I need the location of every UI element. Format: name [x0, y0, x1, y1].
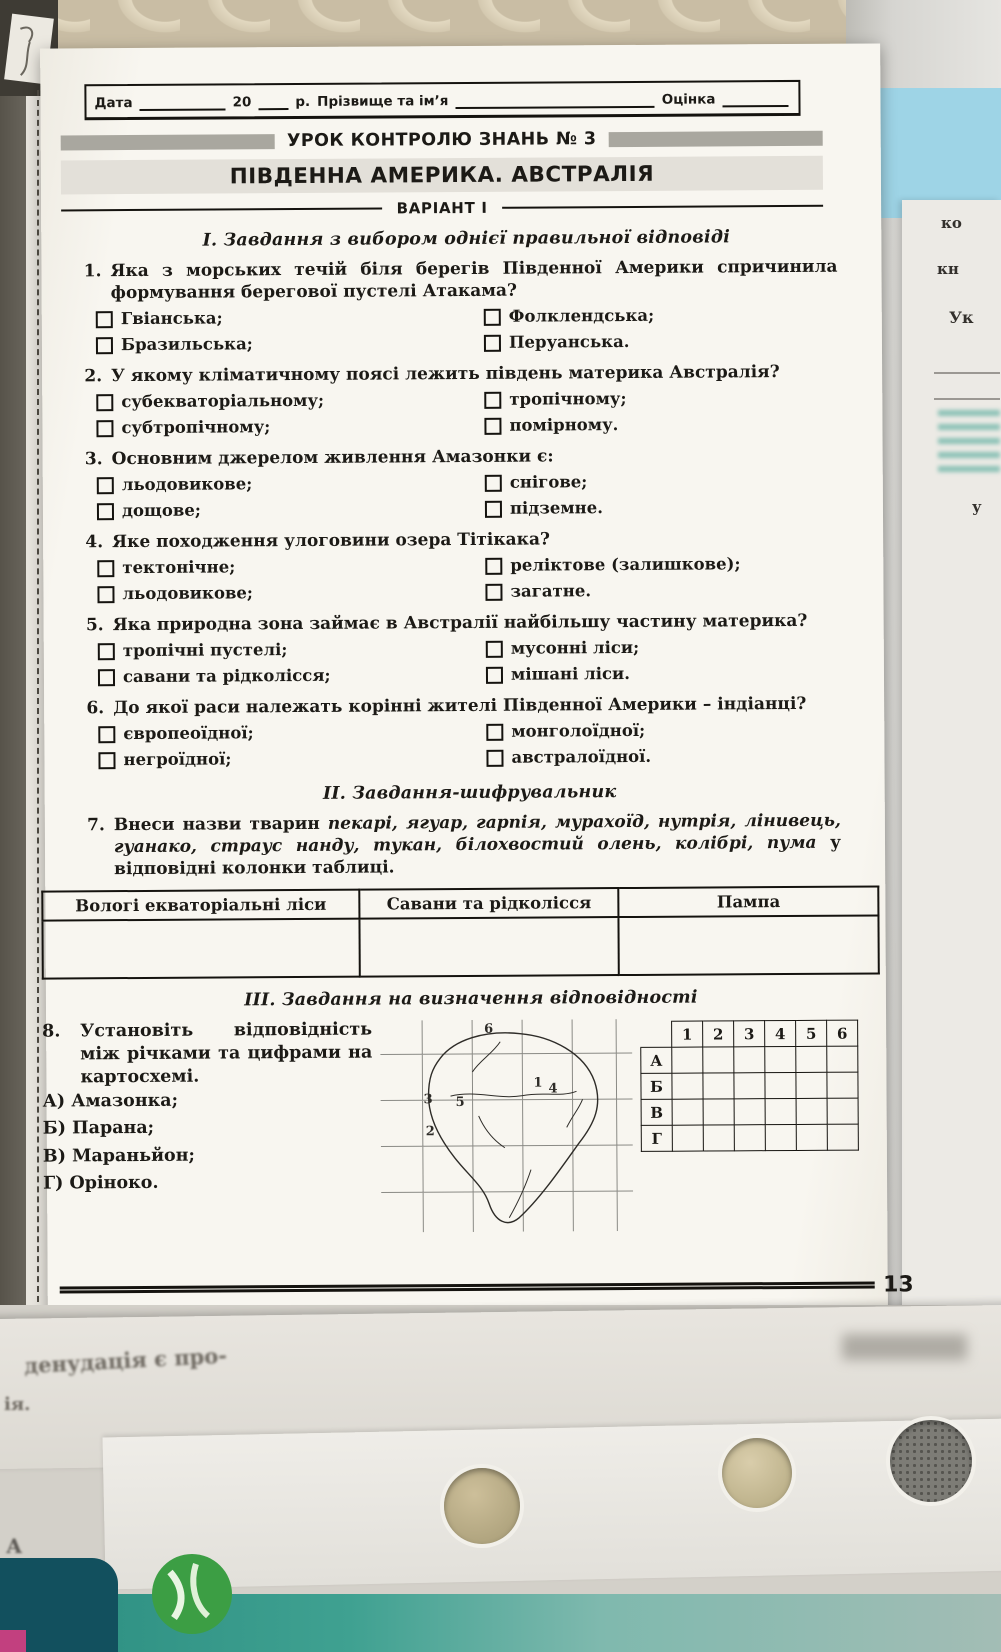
table-header: Вологі екваторіальні ліси	[42, 890, 359, 921]
rule-line	[61, 207, 382, 211]
binder-hole	[444, 1468, 520, 1544]
question-text: У якому кліматичному поясі лежить південь материка Австралія?	[111, 362, 780, 387]
grid-col-header: 3	[734, 1021, 765, 1047]
answer-option	[484, 412, 838, 438]
grid-cell	[672, 1073, 703, 1099]
match-item: В) Мараньйон;	[42, 1145, 196, 1167]
question-text: До якої раси належать корінні жителі Південної Америки – індіанці?	[113, 693, 807, 718]
question-6	[86, 692, 840, 772]
right-white-page	[902, 200, 1001, 1320]
option-label: снігове;	[509, 472, 588, 492]
option-label: Бразильська;	[120, 334, 253, 355]
right-text-fragment: Ук	[949, 308, 974, 327]
question-text: Яка природна зона займає в Австралії найбільшу частину материка?	[112, 610, 808, 635]
question-text: Установіть відповідність між річками та цифрами на картосхемі.	[80, 1019, 373, 1087]
page-number: 13	[883, 1272, 914, 1298]
grid-cell	[827, 1124, 858, 1150]
perforation-line	[37, 90, 39, 1302]
grid-col-header: 6	[827, 1020, 858, 1046]
variant-label: ВАРІАНТ I	[396, 198, 488, 218]
year-prefix: 20	[232, 94, 252, 111]
answer-option	[484, 303, 838, 329]
grid-cell	[703, 1047, 734, 1073]
answer-option	[485, 552, 839, 578]
option-label: тропічні пустелі;	[122, 640, 288, 661]
grid-cell	[765, 1072, 796, 1098]
checkbox-icon	[96, 337, 113, 354]
map-number: 3	[423, 1092, 433, 1108]
answer-option	[486, 635, 840, 661]
option-label: монголоїдної;	[511, 720, 646, 741]
option-label: мішані ліси.	[510, 663, 631, 684]
grid-cell	[796, 1124, 827, 1150]
checkbox-icon	[98, 643, 115, 660]
table-header: Савани та рідколісся	[359, 888, 619, 919]
cyan-folder-edge	[872, 88, 1001, 218]
table-cell	[42, 919, 359, 979]
blurred-teal-text	[938, 410, 1000, 474]
match-item: Б) Парана;	[42, 1118, 155, 1139]
checkbox-icon	[97, 477, 114, 494]
checkbox-icon	[97, 503, 114, 520]
option-label: мусонні ліси;	[510, 637, 640, 658]
grid-row	[641, 1124, 858, 1151]
answer-option	[97, 497, 485, 523]
grade-blank-line	[722, 92, 788, 107]
grid-cell	[827, 1046, 858, 1072]
question-3	[84, 444, 839, 524]
checkbox-icon	[484, 335, 501, 352]
checkbox-icon	[485, 475, 502, 492]
question-5	[85, 610, 840, 690]
answer-option	[97, 471, 485, 497]
date-label: Дата	[94, 95, 133, 112]
plastic-sleeve	[103, 1418, 1001, 1589]
grid-cell	[765, 1098, 796, 1124]
animal-names-italic: пекарі, ягуар, гарпія, мурахоїд, нутрія, лінивець, гуанако, страус нанду, тукан, білохвостий олень, колібрі, пума	[113, 810, 841, 857]
question-number: 4.	[85, 532, 104, 553]
table-header: Пампа	[619, 886, 879, 917]
option-label: субекваторіальному;	[121, 390, 325, 412]
grid-cell	[672, 1047, 703, 1073]
answer-option	[98, 720, 486, 746]
lesson-title-band	[61, 128, 823, 153]
question-7	[87, 809, 842, 880]
year-blank-line	[258, 95, 288, 110]
checkbox-icon	[486, 641, 503, 658]
checkbox-icon	[98, 752, 115, 769]
checkbox-icon	[485, 558, 502, 575]
ruled-line	[934, 372, 1000, 374]
option-label: реліктове (залишкове);	[510, 554, 741, 575]
grid-cell	[734, 1073, 765, 1099]
checkbox-icon	[484, 418, 501, 435]
question-text	[114, 809, 841, 880]
question-8	[42, 1019, 373, 1235]
grid-cell	[765, 1046, 796, 1072]
answer-grid	[640, 1020, 859, 1152]
checkbox-icon	[485, 584, 502, 601]
gray-bar	[608, 130, 822, 146]
grid-cell	[703, 1099, 734, 1125]
option-label: тектонічне;	[122, 557, 236, 578]
grid-cell	[734, 1125, 765, 1151]
grid-header-row	[641, 1020, 858, 1047]
map-sketch	[380, 1019, 633, 1233]
checkbox-icon	[96, 311, 113, 328]
answer-option	[98, 663, 486, 689]
answer-option	[486, 661, 840, 687]
grid-cell	[796, 1046, 827, 1072]
date-blank-line	[140, 95, 226, 111]
grid-cell	[734, 1047, 765, 1073]
option-label: підземне.	[509, 498, 604, 518]
match-item: Г) Оріноко.	[43, 1172, 159, 1194]
answer-option	[486, 743, 840, 769]
option-label: загатне.	[510, 581, 592, 601]
grid-col-header: 5	[796, 1020, 827, 1046]
answer-option	[96, 305, 484, 331]
grid-col-header: 2	[703, 1021, 734, 1047]
answer-option	[485, 578, 839, 604]
answer-option	[484, 329, 838, 355]
workbook-page	[40, 43, 914, 1316]
grid-cell	[672, 1125, 703, 1151]
question-number: 6.	[86, 697, 105, 719]
grid-col-header: 1	[672, 1021, 703, 1047]
checkbox-icon	[96, 394, 113, 411]
option-label: льодовикове;	[121, 474, 253, 495]
name-blank-line	[455, 93, 654, 109]
rule-line	[502, 205, 823, 209]
checkbox-icon	[486, 724, 503, 741]
variant-band	[61, 197, 823, 220]
answer-option	[484, 386, 838, 412]
question-text-lead: Внеси назви тварин	[113, 813, 328, 835]
topic-title: ПІВДЕННА АМЕРИКА. АВСТРАЛІЯ	[61, 156, 823, 195]
page-footer	[60, 1272, 914, 1302]
match-item: А) Амазонка;	[42, 1091, 179, 1112]
option-label: європеоїдної;	[123, 723, 254, 743]
table-cell	[359, 917, 619, 977]
table-cell	[619, 915, 879, 975]
map-number: 5	[455, 1095, 465, 1111]
option-label: помірному.	[509, 415, 619, 435]
option-label: австралоїдної.	[511, 746, 652, 767]
checkbox-icon	[484, 309, 501, 326]
option-label: льодовикове;	[122, 583, 254, 604]
animals-table	[41, 885, 880, 979]
question-text-tail: у відповідні колонки таблиці.	[114, 832, 842, 880]
question-number: 5.	[85, 615, 104, 636]
answer-option	[97, 580, 485, 606]
checkbox-icon	[96, 420, 113, 437]
answer-option	[96, 331, 484, 357]
answer-option	[96, 388, 484, 414]
answer-option	[485, 495, 839, 521]
answer-option	[486, 718, 840, 744]
grade-label: Оцінка	[661, 91, 716, 108]
ruled-line	[934, 398, 1000, 400]
grid-cell	[796, 1098, 827, 1124]
checkbox-icon	[97, 586, 114, 603]
map-number: 6	[484, 1021, 494, 1037]
map-number: 2	[425, 1124, 435, 1140]
option-label: субтропічному;	[121, 417, 271, 438]
answer-option	[97, 554, 485, 580]
question-number: 2.	[84, 366, 103, 387]
right-text-fragment: кн	[937, 260, 959, 278]
option-label: Фолклендська;	[508, 306, 655, 326]
answer-option	[98, 637, 486, 663]
question-4	[85, 527, 839, 607]
checkbox-icon	[98, 669, 115, 686]
grid-col-header: 4	[765, 1020, 796, 1046]
question-number: 7.	[87, 814, 105, 836]
option-label: тропічному;	[509, 389, 627, 409]
grid-cell	[734, 1099, 765, 1125]
answer-option	[98, 746, 486, 772]
matching-task-area	[42, 1016, 869, 1235]
grid-row	[641, 1072, 858, 1099]
option-label: дощове;	[121, 500, 201, 521]
binder-hole	[722, 1438, 792, 1508]
option-label: негроїдної;	[123, 749, 232, 769]
answer-option	[96, 414, 484, 440]
question-number: 1.	[83, 261, 102, 282]
grid-cell	[827, 1098, 858, 1124]
grid-row-label: А	[641, 1047, 672, 1073]
answer-option	[485, 469, 839, 495]
bottom-text-fragment: ія.	[4, 1394, 31, 1415]
question-text: Яке походження улоговини озера Тітікака?	[112, 529, 550, 553]
question-1	[83, 256, 838, 359]
section-3-title: III. Завдання на визначення відповідності	[244, 987, 698, 1011]
question-number: 3.	[84, 449, 103, 470]
option-label: Перуанська.	[508, 332, 630, 352]
bottom-text-fragment: А	[6, 1534, 23, 1558]
option-label: Гвіанська;	[120, 308, 223, 329]
checkbox-icon	[484, 392, 501, 409]
right-text-fragment: ко	[941, 214, 962, 232]
name-label: Прізвище та ім’я	[317, 93, 449, 110]
checkbox-icon	[486, 750, 503, 767]
double-rule-line	[60, 1282, 875, 1294]
checkbox-icon	[98, 726, 115, 743]
grid-cell	[796, 1072, 827, 1098]
checkbox-icon	[97, 560, 114, 577]
table-row	[42, 915, 878, 978]
map-number: 1	[533, 1075, 543, 1091]
green-ball	[150, 1552, 234, 1640]
grid-row	[641, 1098, 858, 1125]
map-number: 4	[548, 1081, 558, 1097]
year-suffix: р.	[295, 93, 311, 111]
page-header-box	[84, 80, 800, 120]
section-2-title: II. Завдання-шифрувальник	[322, 781, 617, 804]
grid-cell	[703, 1125, 734, 1151]
gray-bar	[61, 134, 275, 150]
grid-cell	[703, 1073, 734, 1099]
checkbox-icon	[485, 501, 502, 518]
grid-row-label: В	[641, 1099, 672, 1125]
grid-corner-cell	[641, 1021, 672, 1047]
question-text: Яка з морських течій біля берегів Південної Америки спричинила формування берегової пустелі Атакама?	[110, 256, 838, 304]
magenta-object-corner	[0, 1630, 26, 1652]
grid-cell	[765, 1124, 796, 1150]
grid-row	[641, 1046, 858, 1073]
blurred-smudge	[842, 1334, 967, 1360]
grid-row-label: Б	[641, 1073, 672, 1099]
option-label: савани та рідколісся;	[122, 665, 331, 686]
right-text-fragment: у	[972, 498, 982, 516]
grid-cell	[827, 1072, 858, 1098]
section-1-title: I. Завдання з вибором однієї правильної відповіді	[202, 227, 731, 251]
grid-cell	[672, 1099, 703, 1125]
question-number: 8.	[42, 1021, 61, 1042]
question-2	[84, 361, 838, 441]
question-text: Основним джерелом живлення Амазонки є:	[111, 446, 554, 470]
checkbox-icon	[486, 667, 503, 684]
binder-hole	[890, 1420, 972, 1502]
grid-row-label: Г	[641, 1125, 672, 1151]
bottom-text-fragment: денудація є про-	[23, 1342, 228, 1379]
lesson-title: УРОК КОНТРОЛЮ ЗНАНЬ № 3	[286, 129, 597, 152]
